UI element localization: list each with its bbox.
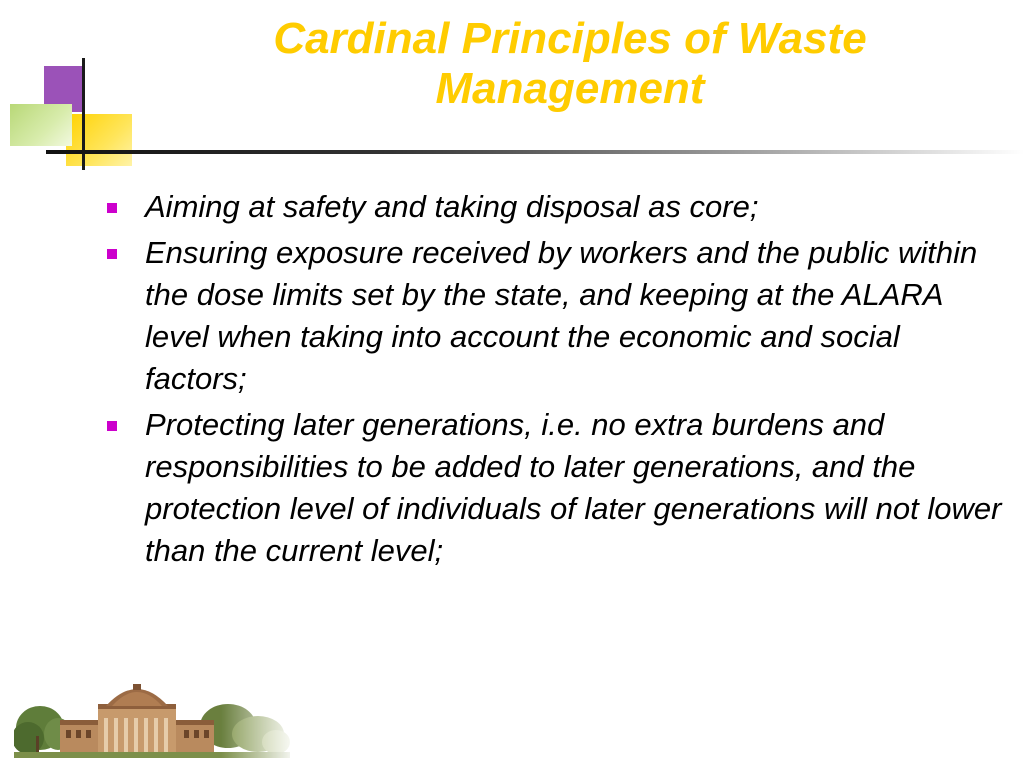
square-bullet-icon xyxy=(107,421,117,431)
bullet-item xyxy=(104,232,1004,400)
bullet-item xyxy=(104,404,1004,572)
bullet-list xyxy=(104,186,1004,576)
square-bullet-icon xyxy=(107,203,117,213)
green-square-decoration xyxy=(10,104,72,146)
bullet-text: Aiming at safety and taking disposal as core; xyxy=(145,189,759,224)
bullet-text: Ensuring exposure received by workers and the public within the dose limits set by the state, and keeping at the ALARA level when taking into account the economic and social factors; xyxy=(145,235,978,396)
bullet-text: Protecting later generations, i.e. no extra burdens and responsibilities to be added to later generations, and the protection level of individuals of later generations will not lower than the current level; xyxy=(145,407,1002,568)
slide-title: Cardinal Principles of Waste Management xyxy=(273,14,867,113)
bullet-item xyxy=(104,186,1004,228)
yellow-square-decoration xyxy=(66,114,132,166)
square-bullet-icon xyxy=(107,249,117,259)
domed-building-illustration xyxy=(14,678,290,758)
title-underline-rule xyxy=(46,150,1024,154)
